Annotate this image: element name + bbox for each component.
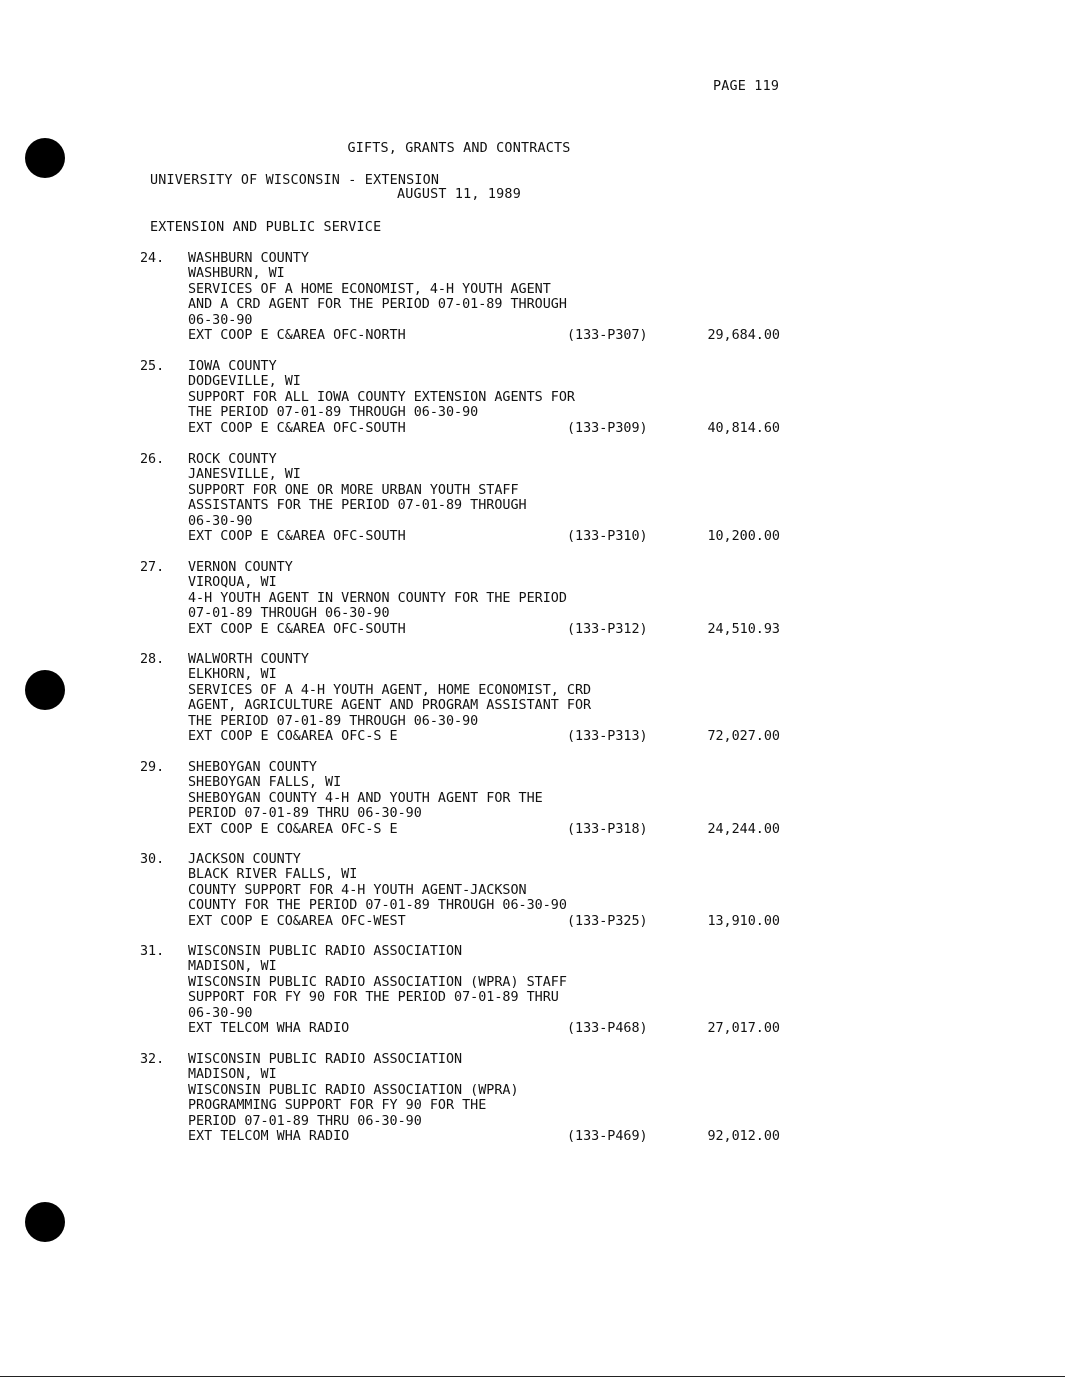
- grant-amount: 10,200.00: [707, 529, 780, 544]
- entry-line: EXT COOP E C&AREA OFC-SOUTH: [188, 621, 406, 637]
- grant-amount: 29,684.00: [707, 328, 780, 343]
- entry-number: 28.: [140, 652, 165, 667]
- entry-line: VIROQUA, WI: [188, 575, 277, 591]
- entry-line: SUPPORT FOR FY 90 FOR THE PERIOD 07-01-89 THRU: [188, 990, 559, 1006]
- grant-amount: 24,244.00: [707, 821, 780, 837]
- entry-line: SHEBOYGAN COUNTY: [188, 760, 317, 775]
- entry-line: EXT TELCOM WHA RADIO: [188, 1021, 350, 1037]
- entry-line: AGENT, AGRICULTURE AGENT AND PROGRAM ASSISTANT FOR: [188, 698, 592, 714]
- entry-line: MADISON, WI: [188, 959, 277, 975]
- entry-line: THE PERIOD 07-01-89 THROUGH 06-30-90: [188, 405, 479, 421]
- entry-line: AND A CRD AGENT FOR THE PERIOD 07-01-89 THROUGH: [188, 297, 567, 313]
- entry-line: SUPPORT FOR ONE OR MORE URBAN YOUTH STAFF: [188, 482, 519, 498]
- entry-line: BLACK RIVER FALLS, WI: [188, 867, 358, 883]
- entry-number: 30.: [140, 852, 165, 867]
- entry-line: EXT COOP E CO&AREA OFC-WEST: [188, 913, 406, 929]
- entry-line: ASSISTANTS FOR THE PERIOD 07-01-89 THROUGH: [188, 498, 527, 514]
- entry-line: WASHBURN, WI: [188, 266, 285, 282]
- grant-amount: 40,814.60: [707, 420, 780, 436]
- entry-line: COUNTY SUPPORT FOR 4-H YOUTH AGENT-JACKSON: [188, 882, 527, 898]
- entry-line: 06-30-90: [188, 1005, 253, 1021]
- entry-number: 24.: [140, 251, 165, 266]
- bottom-rule: [0, 1376, 1065, 1377]
- entry-number: 29.: [140, 760, 165, 775]
- entry-line: PROGRAMMING SUPPORT FOR FY 90 FOR THE: [188, 1098, 487, 1114]
- entry-line: SHEBOYGAN FALLS, WI: [188, 775, 342, 791]
- entry-line: PERIOD 07-01-89 THRU 06-30-90: [188, 1113, 422, 1129]
- entry-line: 4-H YOUTH AGENT IN VERNON COUNTY FOR THE PERIOD: [188, 590, 567, 606]
- entry-line: WISCONSIN PUBLIC RADIO ASSOCIATION (WPRA): [188, 1082, 519, 1098]
- entry-line: 07-01-89 THROUGH 06-30-90: [188, 606, 390, 622]
- entry-line: VERNON COUNTY: [188, 560, 293, 575]
- punch-hole-icon: [25, 670, 65, 710]
- grant-amount: 24,510.93: [707, 621, 780, 637]
- account-code: (133-P309): [567, 420, 648, 436]
- section-heading: EXTENSION AND PUBLIC SERVICE: [150, 220, 382, 235]
- account-code: (133-P325): [567, 913, 648, 929]
- entry-line: DODGEVILLE, WI: [188, 374, 301, 390]
- grant-amount: 27,017.00: [707, 1021, 780, 1036]
- entry-line: WALWORTH COUNTY: [188, 652, 309, 667]
- entry-line: JANESVILLE, WI: [188, 467, 301, 483]
- entry-line: SERVICES OF A 4-H YOUTH AGENT, HOME ECONOMIST, CRD: [188, 682, 592, 698]
- entry-line: EXT COOP E C&AREA OFC-NORTH: [188, 328, 406, 344]
- entry-line: EXT TELCOM WHA RADIO: [188, 1129, 350, 1145]
- entry-number: 31.: [140, 944, 165, 959]
- entry-line: SERVICES OF A HOME ECONOMIST, 4-H YOUTH AGENT: [188, 281, 551, 297]
- entry-line: SHEBOYGAN COUNTY 4-H AND YOUTH AGENT FOR THE: [188, 790, 543, 806]
- entry-line: 06-30-90: [188, 312, 253, 328]
- entry-line: EXT COOP E CO&AREA OFC-S E: [188, 821, 398, 837]
- entry-number: 27.: [140, 560, 165, 575]
- entry-line: THE PERIOD 07-01-89 THROUGH 06-30-90: [188, 713, 479, 729]
- entry-number: 32.: [140, 1052, 165, 1067]
- grant-amount: 72,027.00: [707, 729, 780, 744]
- entry-line: PERIOD 07-01-89 THRU 06-30-90: [188, 806, 422, 822]
- entry-line: WISCONSIN PUBLIC RADIO ASSOCIATION: [188, 944, 463, 959]
- entry-line: SUPPORT FOR ALL IOWA COUNTY EXTENSION AGENTS FOR: [188, 389, 575, 405]
- account-code: (133-P310): [567, 529, 648, 544]
- grant-amount: 13,910.00: [707, 913, 780, 929]
- entry-line: WISCONSIN PUBLIC RADIO ASSOCIATION (WPRA) STAFF: [188, 974, 567, 990]
- institution-heading: UNIVERSITY OF WISCONSIN - EXTENSION: [150, 173, 440, 188]
- entry-line: 06-30-90: [188, 513, 253, 529]
- title-line-1: GIFTS, GRANTS AND CONTRACTS: [347, 140, 571, 156]
- document-title: [334, 110, 584, 233]
- entry-line: MADISON, WI: [188, 1067, 277, 1083]
- account-code: (133-P469): [567, 1129, 648, 1144]
- entry-number: 25.: [140, 359, 165, 374]
- entry-line: WISCONSIN PUBLIC RADIO ASSOCIATION: [188, 1052, 463, 1067]
- entry-line: COUNTY FOR THE PERIOD 07-01-89 THROUGH 06-30-90: [188, 898, 567, 914]
- account-code: (133-P313): [567, 729, 648, 744]
- entry-line: IOWA COUNTY: [188, 359, 277, 374]
- grant-amount: 92,012.00: [707, 1129, 780, 1144]
- punch-hole-icon: [25, 1202, 65, 1242]
- entry-line: EXT COOP E C&AREA OFC-SOUTH: [188, 420, 406, 436]
- entry-line: ROCK COUNTY: [188, 452, 277, 467]
- entry-line: EXT COOP E CO&AREA OFC-S E: [188, 729, 398, 745]
- page-number: PAGE 119: [713, 79, 780, 94]
- entry-line: ELKHORN, WI: [188, 667, 277, 683]
- account-code: (133-P307): [567, 328, 648, 343]
- entry-line: JACKSON COUNTY: [188, 852, 301, 867]
- entry-line: EXT COOP E C&AREA OFC-SOUTH: [188, 529, 406, 545]
- account-code: (133-P312): [567, 621, 648, 637]
- punch-hole-icon: [25, 138, 65, 178]
- entry-line: WASHBURN COUNTY: [188, 251, 309, 266]
- title-date: AUGUST 11, 1989: [397, 187, 521, 203]
- account-code: (133-P468): [567, 1021, 648, 1036]
- account-code: (133-P318): [567, 821, 648, 837]
- entry-number: 26.: [140, 452, 165, 467]
